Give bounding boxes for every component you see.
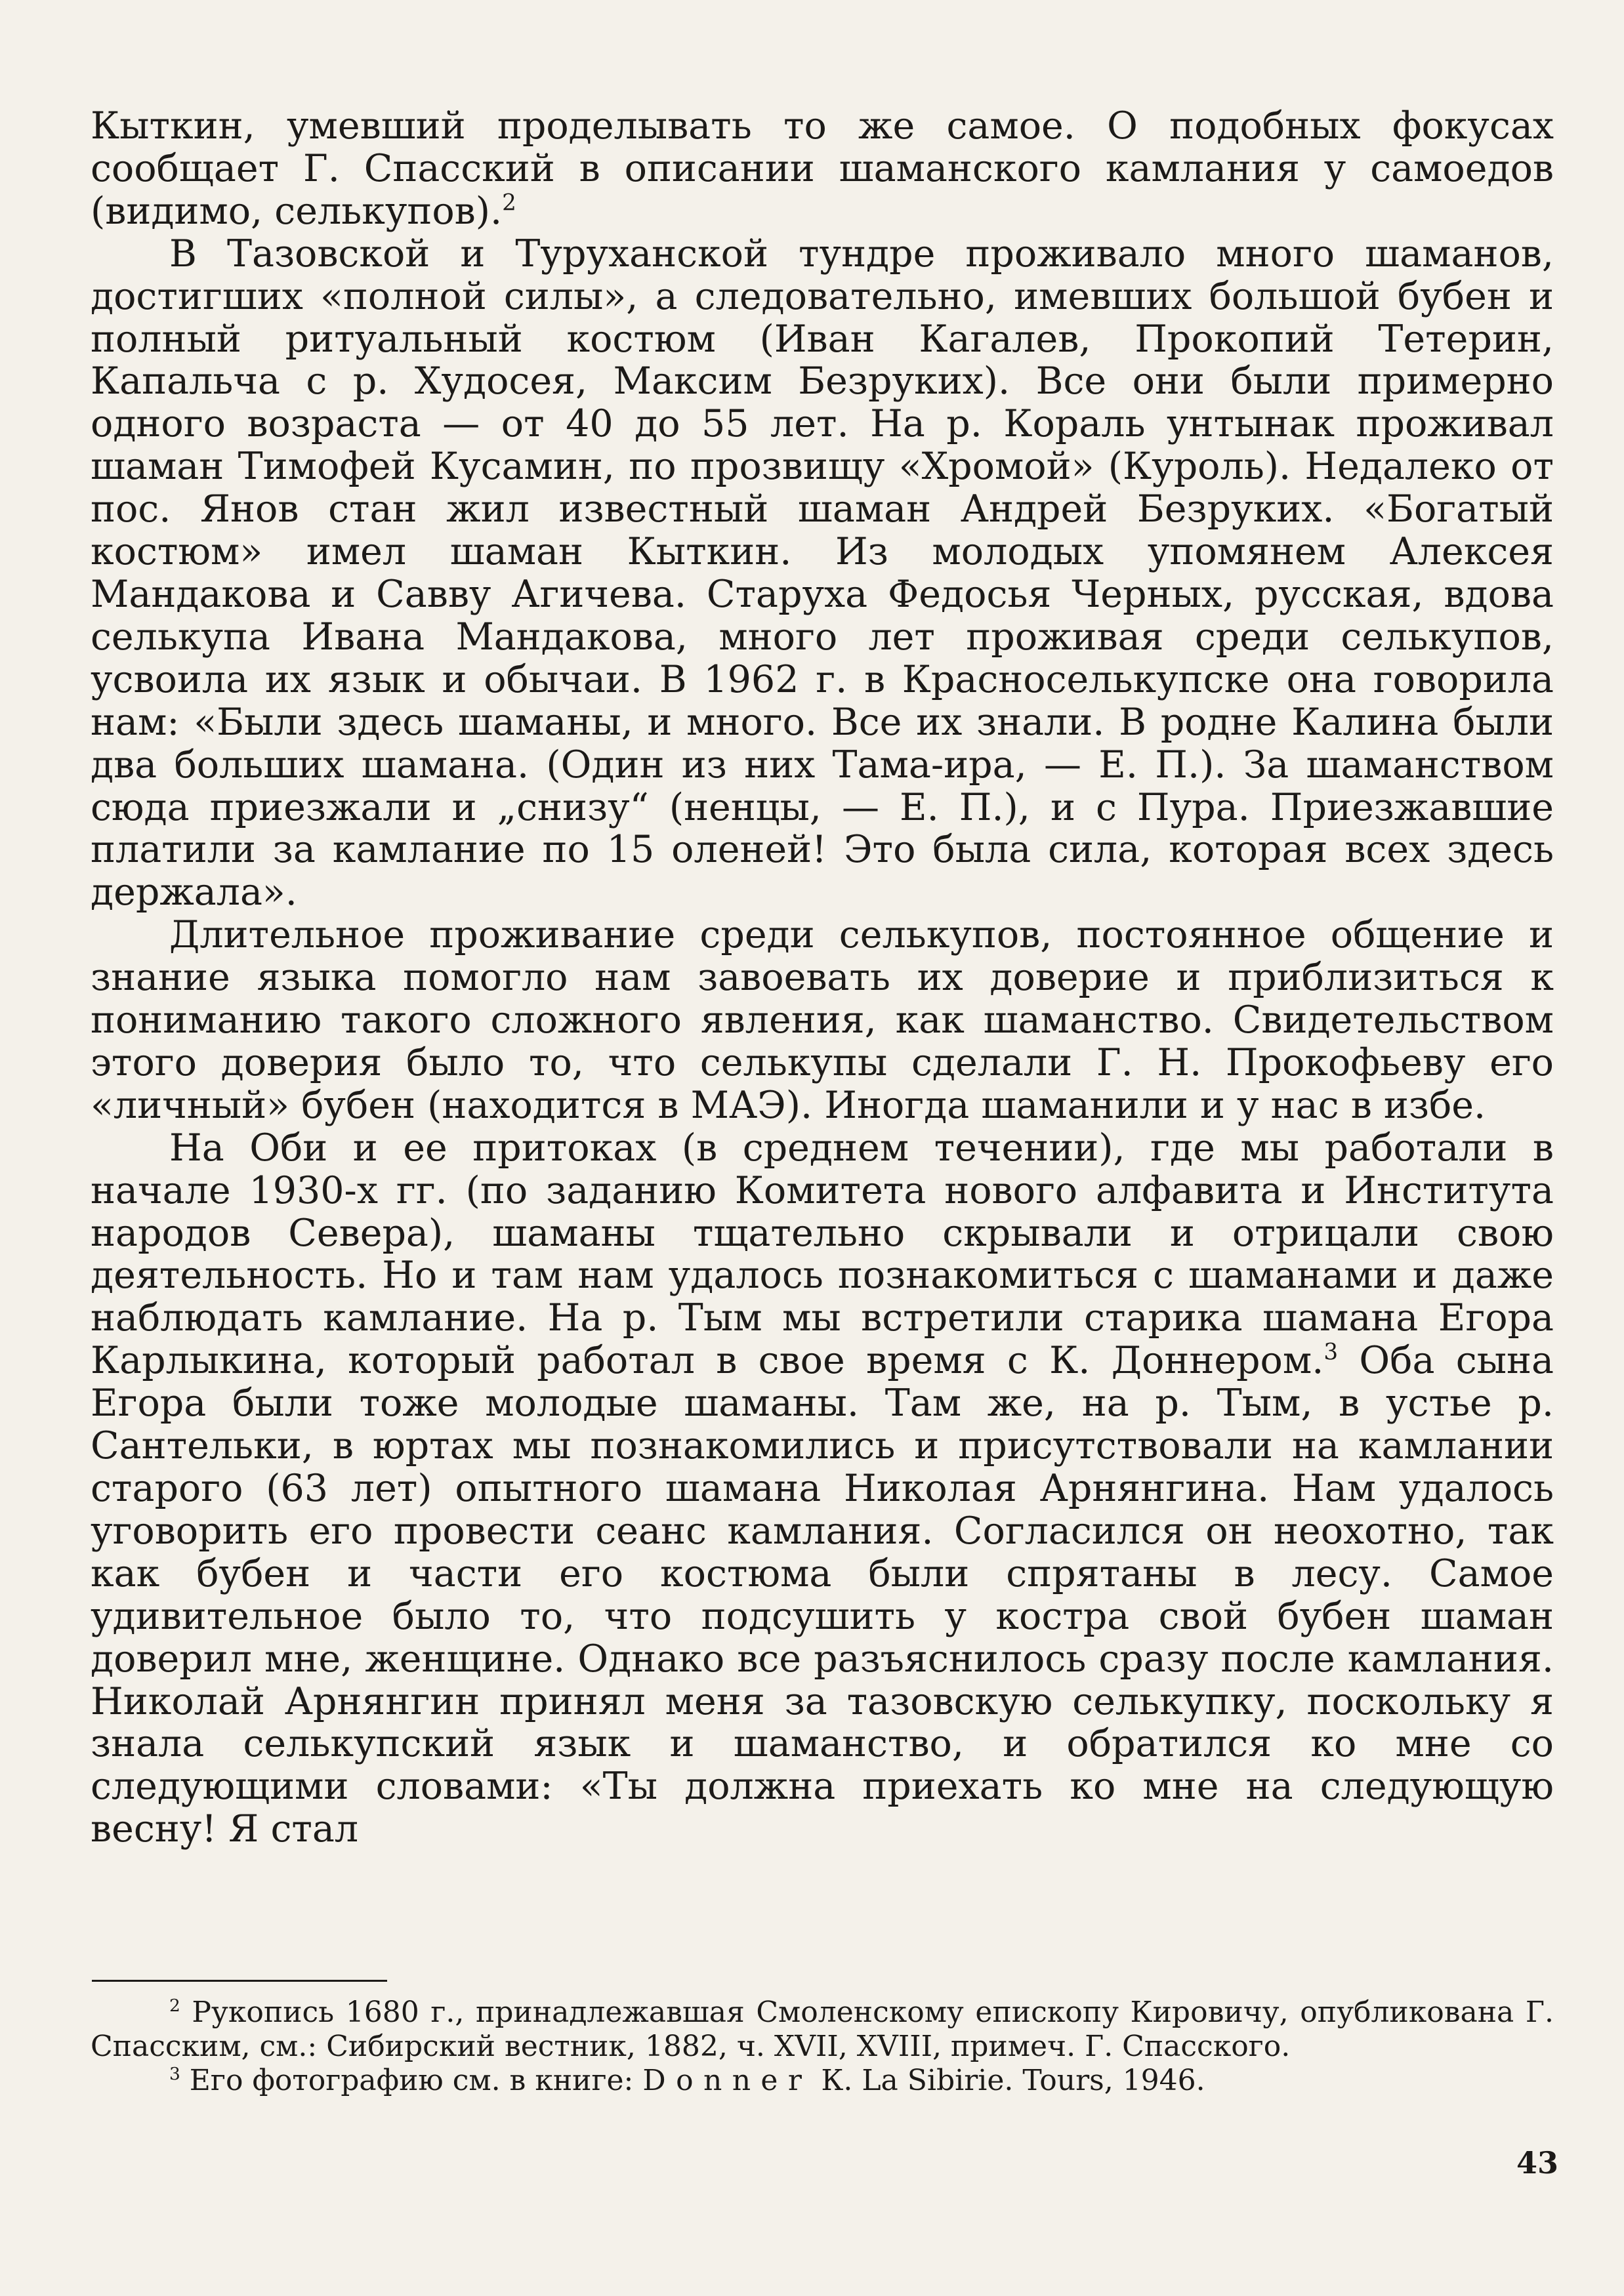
footnotes (91, 1996, 1554, 2098)
footnote-2-text: Рукопись 1680 г., принадлежавшая Смоленскому епископу Кировичу, опубликована Г. Спасским, см.: Сибирский вестник, 1882, ч. XVII, XVIII, примеч. Г. Спасского. (91, 1996, 1554, 2063)
footnote-ref-3: 3 (1323, 1339, 1339, 1366)
footnote-2-number: 2 (169, 1996, 180, 2017)
paragraph-2: В Тазовской и Туруханской тундре проживало много шаманов, достигших «полной силы», а следовательно, имевших большой бубен и полный ритуальный костюм (Иван Кагалев, Прокопий Тетерин, Капальча с р. Худосея, Максим Безруких). Все они были примерно одного возраста — от 40 до 55 лет. На р. Кораль унтынак проживал шаман Тимофей Кусамин, по прозвищу «Хромой» (Куроль). Недалеко от пос. Янов стан жил известный шаман Андрей Безруких. «Богатый костюм» имел шаман Кыткин. Из молодых упомянем Алексея Мандакова и Савву Агичева. Старуха Федосья Черных, русская, вдова селькупа Ивана Мандакова, много лет проживая среди селькупов, усвоила их язык и обычаи. В 1962 г. в Красноселькупске она говорила нам: «Были здесь шаманы, и много. Все их знали. В родне Калина были два больших шамана. (Один из них Тама-ира, — Е. П.). За шаманством сюда приезжали и „снизу“ (ненцы, — Е. П.), и с Пура. Приезжавшие платили за камлание по 15 оленей! Это была сила, которая всех здесь держала». (91, 232, 1554, 914)
paragraph-3: Длительное проживание среди селькупов, постоянное общение и знание языка помогло нам завоевать их доверие и приблизиться к пониманию такого сложного явления, как шаманство. Свидетельством этого доверия было то, что селькупы сделали Г. Н. Прокофьеву его «личный» бубен (находится в МАЭ). Иногда шаманили и у нас в избе. (91, 913, 1554, 1127)
footnote-3-text-after: К. La Sibirie. Tours, 1946. (821, 2064, 1205, 2097)
paragraph-1 (91, 105, 1554, 233)
footnote-3-text-before: Его фотографию см. в книге: (189, 2064, 634, 2097)
paragraph-4-text-a: На Оби и ее притоках (в среднем течении), где мы работали в начале 1930-х гг. (по заданию Комитета нового алфавита и Института народов Севера), шаманы тщательно скрывали и отрицали свою деятельность. Но и там нам удалось познакомиться с шаманами и даже наблюдать камлание. На р. Тым мы встретили старика шамана Егора Карлыкина, который работал в свое время с К. Доннером. (91, 1126, 1554, 1383)
footnote-separator (92, 1980, 387, 1982)
footnote-2 (91, 1996, 1554, 2064)
paragraph-4-text-b: Оба сына Егора были тоже молодые шаманы. Там же, на р. Тым, в устье р. Сантельки, в юртах мы познакомились и присутствовали на камлании старого (63 лет) опытного шамана Николая Арнянгина. Нам удалось уговорить его провести сеанс камлания. Согласился он неохотно, так как бубен и части его костюма были спрятаны в лесу. Самое удивительное было то, что подсушить у костра свой бубен шаман доверил мне, женщине. Однако все разъяснилось сразу после камлания. Николай Арнянгин принял меня за тазовскую селькупку, поскольку я знала селькупский язык и шаманство, и обратился ко мне со следующими словами: «Ты должна приехать ко мне на следующую весну! Я стал (91, 1339, 1554, 1851)
footnote-ref-2: 2 (502, 190, 516, 216)
page-number: 43 (1516, 2145, 1558, 2181)
main-text (91, 105, 1554, 1851)
footnote-3 (91, 2064, 1554, 2098)
paragraph-1-text: Кыткин, умевший проделывать то же самое. О подобных фокусах сообщает Г. Спасский в описании шаманского камлания у самоедов (видимо, селькупов). (91, 104, 1554, 233)
footnote-3-author: Donner (642, 2064, 812, 2097)
footnote-3-number: 3 (169, 2064, 180, 2085)
paragraph-4 (91, 1127, 1554, 1851)
